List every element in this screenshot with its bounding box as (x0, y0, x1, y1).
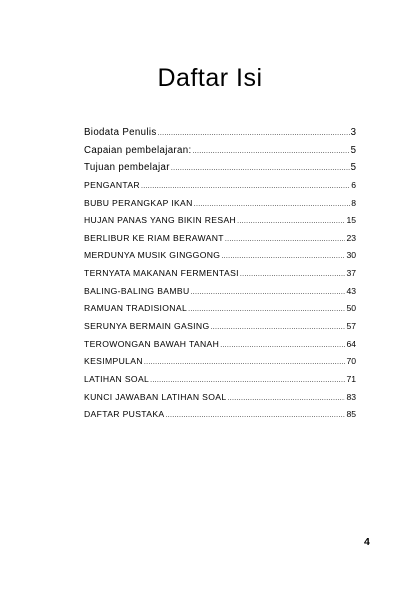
toc-entry-label: Biodata Penulis (84, 127, 157, 138)
toc-entry-page: 57 (346, 321, 356, 332)
toc-entry-label: TERNYATA MAKANAN FERMENTASI (84, 268, 239, 279)
toc-entry-kunci-jawaban (84, 389, 356, 407)
toc-entry-label: TEROWONGAN BAWAH TANAH (84, 338, 220, 349)
dot-leader (240, 266, 346, 283)
toc-entry-biodata-penulis (84, 124, 356, 142)
dot-leader (166, 407, 346, 424)
dot-leader (188, 301, 345, 318)
dot-leader (221, 248, 345, 265)
dot-leader (150, 372, 345, 389)
toc-entry-page: 83 (346, 391, 356, 402)
toc-entry-baling-baling-bambu (84, 283, 356, 301)
toc-entry-page: 6 (351, 179, 356, 190)
toc-entry-page: 23 (346, 232, 356, 243)
toc-entry-capaian-pembelajaran (84, 142, 356, 160)
toc-entry-serunya-bermain-gasing (84, 318, 356, 336)
toc-entry-bubu-perangkap-ikan (84, 195, 356, 213)
dot-leader (158, 125, 350, 142)
toc-entry-label: LATIHAN SOAL (84, 373, 150, 384)
toc-entry-page: 70 (346, 356, 356, 367)
dot-leader (228, 390, 346, 407)
toc-entry-terowongan-bawah-tanah (84, 336, 356, 354)
toc-entry-makanan-fermentasi (84, 265, 356, 283)
toc-entry-merdunya-musik (84, 247, 356, 265)
toc-entry-page: 8 (351, 197, 356, 208)
toc-entry-page: 5 (350, 144, 356, 156)
toc-entry-page: 64 (346, 338, 356, 349)
toc-entry-berlibur-ke-riam (84, 230, 356, 248)
toc-entry-kesimpulan (84, 353, 356, 371)
toc-entry-page: 15 (346, 215, 356, 226)
dot-leader (194, 196, 351, 213)
dot-leader (144, 354, 346, 371)
page-number: 4 (364, 536, 370, 548)
toc-entry-page: 3 (350, 127, 356, 138)
toc-entry-label: BALING-BALING BAMBU (84, 285, 190, 296)
toc-entry-latihan-soal (84, 371, 356, 389)
toc-entry-label: BERLIBUR KE RIAM BERAWANT (84, 232, 224, 243)
table-of-contents (84, 124, 356, 424)
toc-entry-label: MERDUNYA MUSIK GINGGONG (84, 250, 221, 261)
dot-leader (225, 231, 346, 248)
toc-entry-page: 50 (346, 303, 356, 314)
dot-leader (211, 319, 346, 336)
toc-entry-label: KUNCI JAWABAN LATIHAN SOAL (84, 391, 227, 402)
dot-leader (220, 337, 345, 354)
toc-entry-label: Tujuan pembelajar (84, 162, 170, 174)
toc-entry-page: 71 (346, 373, 356, 384)
dot-leader (193, 143, 350, 160)
toc-entry-daftar-pustaka (84, 406, 356, 424)
page-title: Daftar Isi (157, 64, 263, 92)
toc-entry-label: SERUNYA BERMAIN GASING (84, 321, 210, 332)
toc-entry-page: 30 (346, 250, 356, 261)
dot-leader (141, 178, 350, 195)
toc-entry-label: RAMUAN TRADISIONAL (84, 303, 188, 314)
dot-leader (171, 160, 350, 177)
toc-entry-pengantar (84, 177, 356, 195)
toc-entry-label: HUJAN PANAS YANG BIKIN RESAH (84, 215, 237, 226)
toc-entry-page: 5 (350, 162, 356, 174)
toc-entry-label: BUBU PERANGKAP IKAN (84, 197, 193, 208)
dot-leader (191, 284, 346, 301)
dot-leader (237, 213, 345, 230)
toc-entry-hujan-panas (84, 212, 356, 230)
toc-entry-page: 37 (346, 268, 356, 279)
toc-entry-label: KESIMPULAN (84, 356, 143, 367)
toc-entry-page: 43 (346, 285, 356, 296)
toc-entry-tujuan-pembelajar (84, 159, 356, 177)
toc-entry-label: DAFTAR PUSTAKA (84, 409, 165, 420)
toc-entry-label: PENGANTAR (84, 179, 140, 190)
toc-entry-label: Capaian pembelajaran: (84, 144, 192, 156)
toc-entry-page: 85 (346, 409, 356, 420)
toc-entry-ramuan-tradisional (84, 300, 356, 318)
